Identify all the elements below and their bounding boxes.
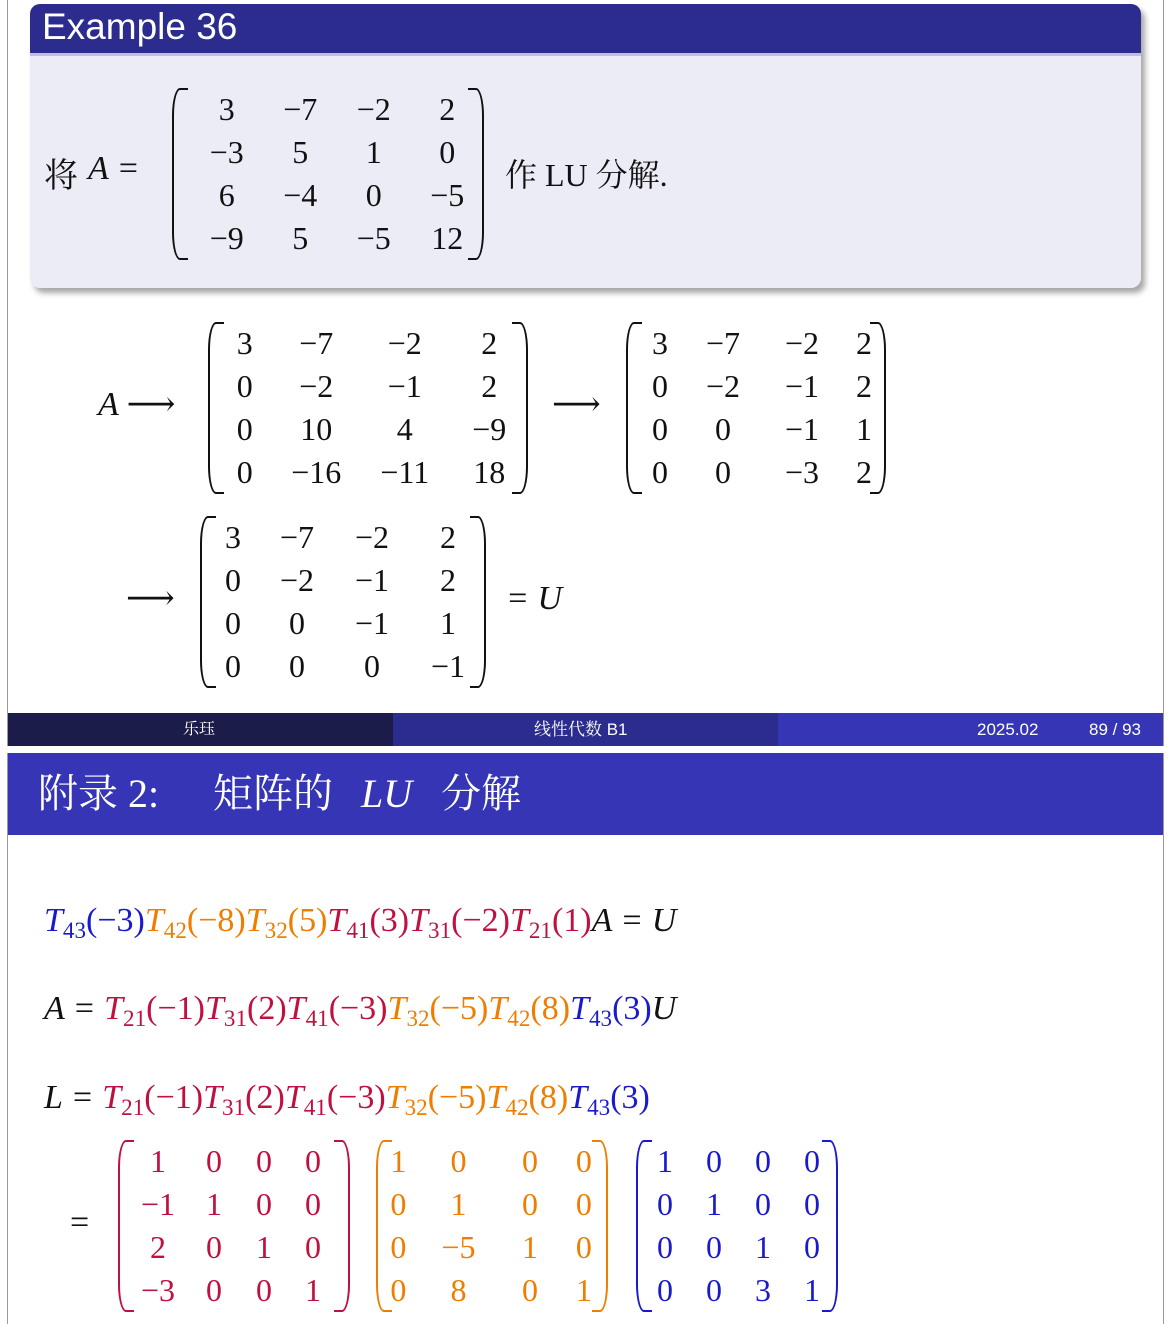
matrix-cell: −16	[291, 454, 342, 490]
matrix-cell: −7	[299, 325, 334, 361]
matrix-cell: 0	[225, 562, 241, 598]
footer-course: 线性代数 B1	[534, 720, 628, 739]
matrix-cell: −2	[784, 325, 820, 361]
matrix-cell: 0	[652, 368, 668, 404]
matrix-cell: 0	[289, 648, 305, 684]
matrix-cell: 0	[206, 1272, 222, 1308]
matrix-cell: −1	[354, 562, 390, 598]
matrix-l-blue	[636, 1140, 838, 1312]
frame-edge-right-2	[1163, 753, 1164, 1324]
matrix-cell: 0	[715, 411, 731, 447]
matrix-cell: 2	[439, 91, 456, 127]
matrix-cell: 1	[206, 1186, 222, 1222]
matrix-cell: 0	[575, 1229, 592, 1265]
equation-1: $T_{43}(-3)T_{42}(-8)T_{32}(5)T_{41}(3)T_{31}(-2)T_{21}(1)A = U$	[44, 902, 677, 944]
steps-start-label: A ⟶	[98, 386, 176, 423]
matrix-cell: −2	[705, 368, 741, 404]
matrix-cell: 0	[390, 1186, 407, 1222]
matrix-l-orange	[376, 1140, 608, 1312]
matrix-cell: 0	[236, 368, 253, 404]
matrix-cell: 8	[450, 1272, 467, 1308]
matrix-cell: 0	[706, 1143, 722, 1179]
matrix-cell: 3	[225, 519, 241, 555]
example-title: Example 36	[30, 4, 1141, 56]
matrix-cell: 0	[256, 1272, 272, 1308]
matrix-cell: 0	[305, 1229, 321, 1265]
footer-bar	[8, 713, 1163, 746]
equation-3: $L = T_{21}(-1)T_{31}(2)T_{41}(-3)T_{32}(-5)T_{42}(8)T_{43}(3)$	[44, 1079, 650, 1121]
matrix-cell: 3	[652, 325, 668, 361]
matrix-l-red	[118, 1140, 350, 1312]
matrix-cell: 0	[390, 1272, 407, 1308]
matrix-cell: 2	[856, 454, 872, 490]
matrix-cell: −2	[354, 519, 390, 555]
footer-author-seg	[8, 713, 393, 746]
matrix-cell: 1	[390, 1143, 407, 1179]
matrix-cell: 6	[218, 177, 235, 213]
example-matrix-name: A =	[88, 150, 140, 187]
matrix-cell: 12	[431, 220, 464, 256]
matrix-cell: 0	[450, 1143, 467, 1179]
footer-date-seg	[778, 713, 1163, 746]
matrix-cell: 0	[706, 1229, 722, 1265]
matrix-cell: −1	[140, 1186, 176, 1222]
matrix-cell: 2	[481, 325, 498, 361]
matrix-cell: −11	[380, 454, 430, 490]
steps-arrow-2: ⟶	[126, 580, 175, 617]
matrix-cell: 1	[150, 1143, 166, 1179]
matrix-cell: 3	[236, 325, 253, 361]
matrix-cell: 5	[292, 134, 309, 170]
matrix-cell: 2	[440, 562, 456, 598]
example-prefix: 将	[44, 158, 78, 195]
matrix-cell: 0	[206, 1143, 222, 1179]
matrix-cell: 1	[856, 411, 872, 447]
frame-edge-left-2	[7, 753, 8, 1324]
matrix-cell: 0	[652, 454, 668, 490]
section-title-math: LU	[361, 771, 413, 816]
matrix-cell: 0	[652, 411, 668, 447]
matrix-cell: 0	[206, 1229, 222, 1265]
matrix-cell: 0	[521, 1186, 538, 1222]
matrix-cell: 0	[256, 1186, 272, 1222]
matrix-cell: 1	[440, 605, 456, 641]
matrix-step-3	[200, 516, 486, 688]
frame-edge-left	[7, 0, 8, 746]
matrix-cell: 0	[657, 1186, 673, 1222]
matrix-cell: 0	[390, 1229, 407, 1265]
matrix-cell: 0	[225, 605, 241, 641]
matrix-cell: −2	[279, 562, 315, 598]
matrix-cell: 0	[439, 134, 456, 170]
matrix-cell: 0	[804, 1143, 820, 1179]
footer-page: 89 / 93	[1089, 720, 1141, 739]
matrix-cell: 1	[521, 1229, 538, 1265]
matrix-cell: 0	[256, 1143, 272, 1179]
matrix-cell: 1	[575, 1272, 592, 1308]
matrix-cell: −4	[283, 177, 318, 213]
matrix-cell: 0	[305, 1186, 321, 1222]
steps-arrow-1: ⟶	[552, 386, 601, 423]
equation-2: $A = T_{21}(-1)T_{31}(2)T_{41}(-3)T_{32}(-5)T_{42}(8)T_{43}(3)U$	[44, 990, 677, 1032]
matrix-cell: 1	[755, 1229, 771, 1265]
matrix-a	[172, 88, 484, 260]
section-title	[8, 753, 1163, 835]
matrix-cell: −3	[784, 454, 820, 490]
matrix-cell: 1	[657, 1143, 673, 1179]
frame-edge-right	[1163, 0, 1164, 746]
matrix-cell: 1	[706, 1186, 722, 1222]
matrix-cell: 2	[481, 368, 498, 404]
matrix-cell: 0	[521, 1143, 538, 1179]
matrix-cell: −1	[784, 411, 820, 447]
matrix-cell: 10	[300, 411, 333, 447]
matrix-cell: −2	[387, 325, 422, 361]
matrix-cell: 0	[225, 648, 241, 684]
footer-course-seg	[393, 713, 778, 746]
matrix-cell: 1	[450, 1186, 467, 1222]
matrix-cell: −3	[140, 1272, 176, 1308]
section-title-prefix: 附录 2:	[38, 771, 160, 816]
matrix-cell: 0	[521, 1272, 538, 1308]
matrix-cell: −7	[705, 325, 741, 361]
footer-date: 2025.02	[977, 720, 1039, 739]
matrix-cell: 2	[150, 1229, 166, 1265]
matrix-cell: 0	[289, 605, 305, 641]
steps-result: = U	[506, 580, 562, 617]
matrix-cell: 0	[755, 1143, 771, 1179]
matrix-cell: 0	[657, 1272, 673, 1308]
matrix-cell: 0	[236, 454, 253, 490]
matrix-cell: 0	[364, 648, 380, 684]
matrix-step-2	[626, 322, 886, 494]
matrix-cell: 2	[440, 519, 456, 555]
matrix-cell: −2	[356, 91, 391, 127]
matrix-cell: 0	[804, 1186, 820, 1222]
matrix-cell: 2	[856, 325, 872, 361]
matrix-cell: 0	[755, 1186, 771, 1222]
left-paren	[172, 88, 188, 260]
section-title-middle: 矩阵的	[213, 771, 333, 816]
matrix-cell: −5	[356, 220, 391, 256]
matrix-cell: 1	[305, 1272, 321, 1308]
matrix-cell: 1	[365, 134, 382, 170]
matrix-cell: 0	[305, 1143, 321, 1179]
matrix-cell: 3	[755, 1272, 771, 1308]
matrix-cell: −1	[784, 368, 820, 404]
matrix-cell: 0	[575, 1186, 592, 1222]
matrix-cell: −9	[209, 220, 244, 256]
matrix-cell: −1	[387, 368, 422, 404]
matrix-cell: 0	[365, 177, 382, 213]
matrix-cell: −3	[209, 134, 244, 170]
matrix-cell: 0	[236, 411, 253, 447]
matrix-cell: 2	[856, 368, 872, 404]
matrix-cell: 1	[256, 1229, 272, 1265]
matrix-cell: 1	[804, 1272, 820, 1308]
matrix-cell: −1	[430, 648, 466, 684]
matrix-cell: 18	[473, 454, 506, 490]
matrix-cell: 4	[396, 411, 413, 447]
matrix-cell: 0	[715, 454, 731, 490]
matrix-cell: −1	[354, 605, 390, 641]
matrix-cell: 3	[218, 91, 235, 127]
section-title-suffix: 分解	[441, 771, 521, 816]
example-suffix: 作 LU 分解.	[505, 157, 668, 193]
matrix-cell: −2	[299, 368, 334, 404]
matrix-step-1	[208, 322, 528, 494]
matrix-cell: −5	[441, 1229, 476, 1265]
matrix-cell: 0	[706, 1272, 722, 1308]
matrix-cell: −7	[279, 519, 315, 555]
equation-4-equals: =	[70, 1204, 90, 1241]
matrix-cell: −7	[283, 91, 318, 127]
matrix-cell: −9	[472, 411, 507, 447]
matrix-cell: 0	[804, 1229, 820, 1265]
matrix-cell: 0	[657, 1229, 673, 1265]
matrix-cell: 0	[575, 1143, 592, 1179]
matrix-cell: 5	[292, 220, 309, 256]
footer-author: 乐珏	[183, 721, 216, 738]
matrix-cell: −5	[430, 177, 465, 213]
